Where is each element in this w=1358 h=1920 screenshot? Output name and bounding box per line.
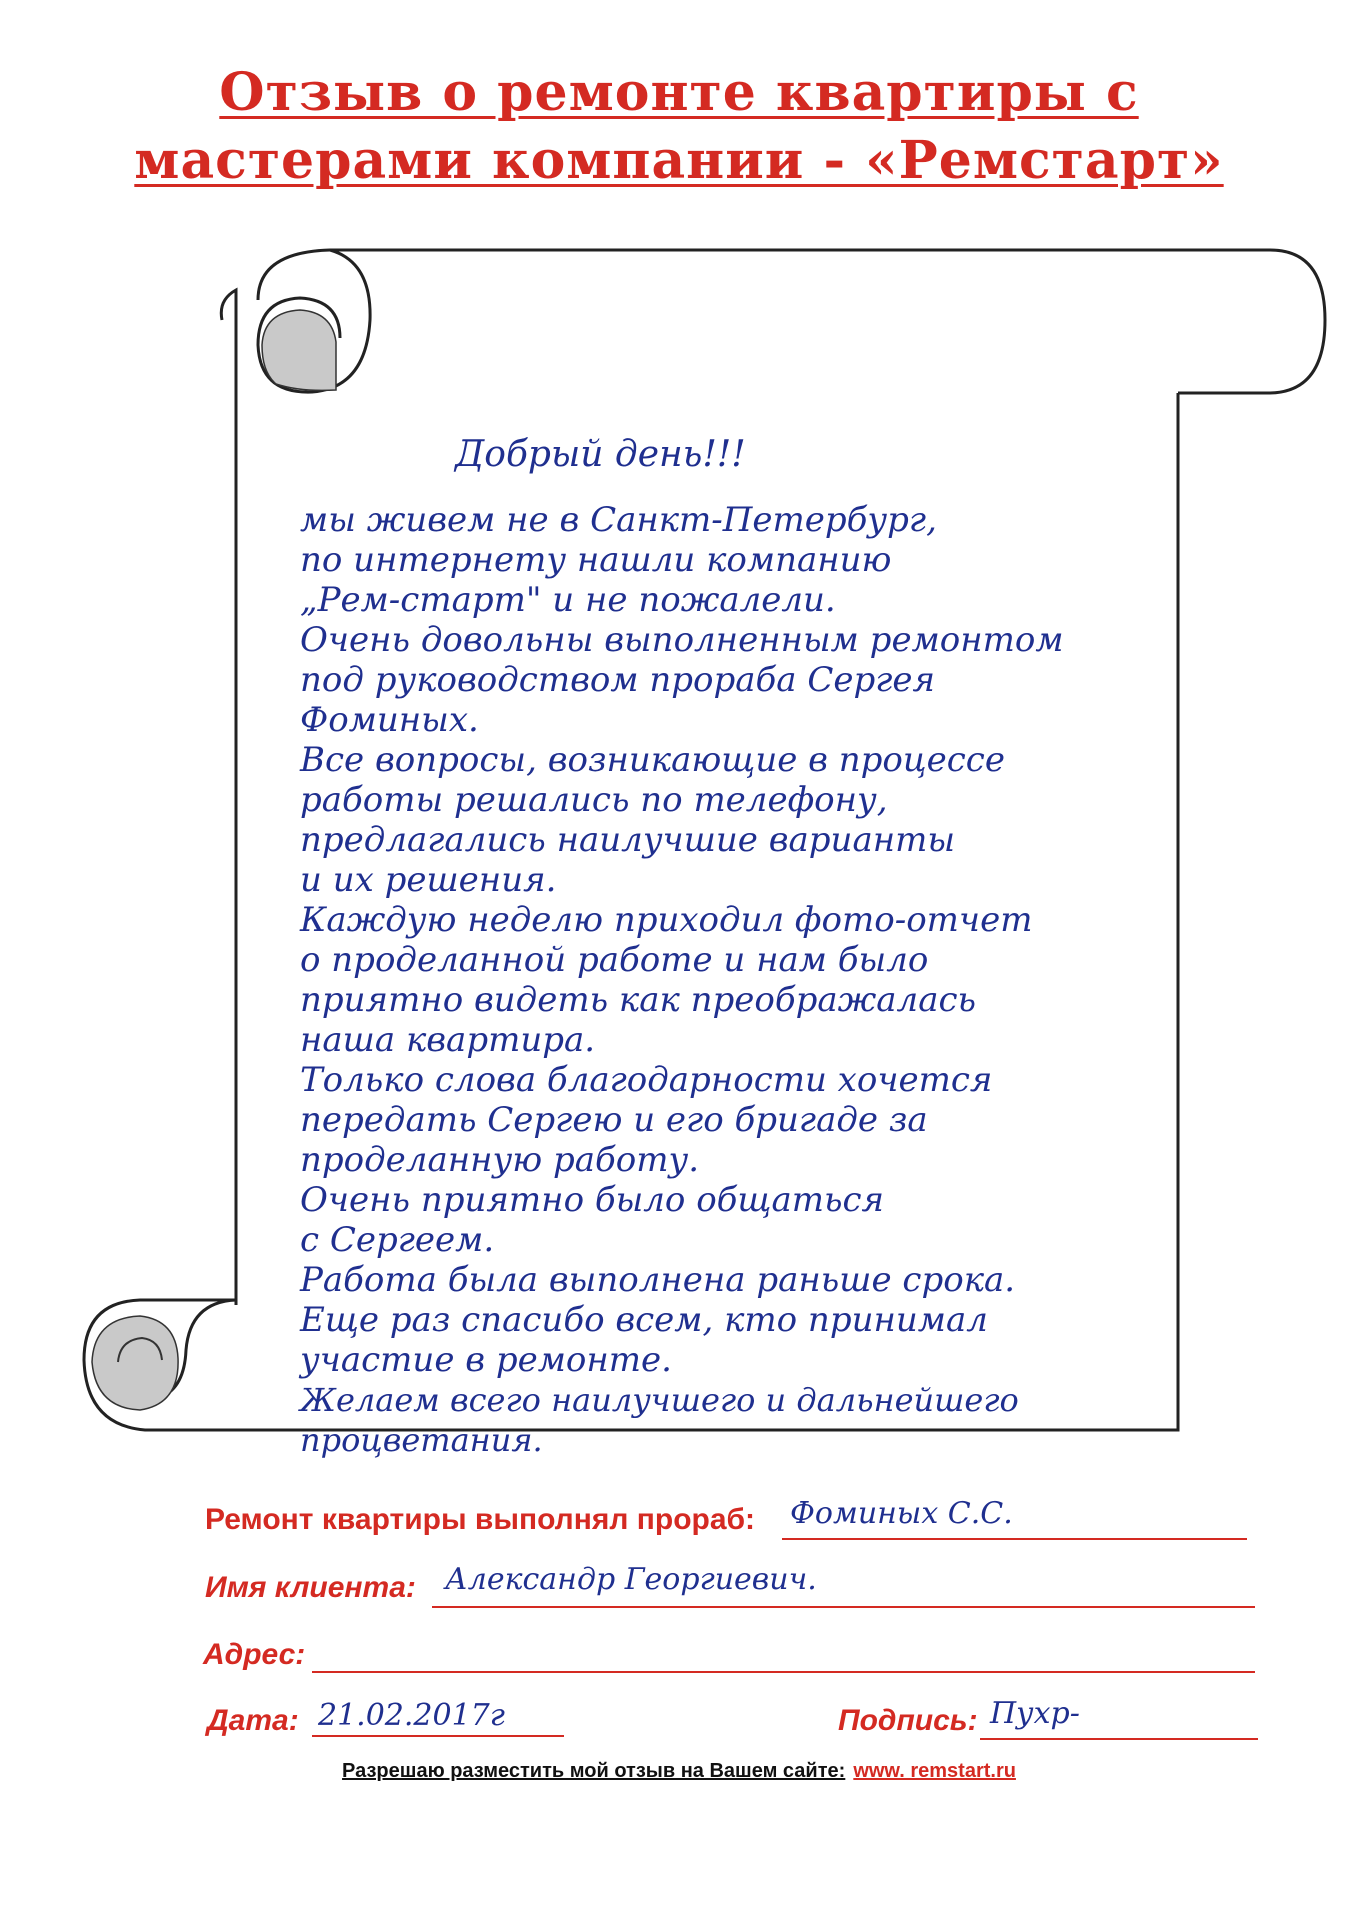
review-line: Фоминых. [300, 700, 479, 740]
scroll-top-roll [258, 250, 1325, 393]
signature-label: Подпись: [838, 1704, 978, 1737]
review-line: Каждую неделю приходил фото-отчет [300, 900, 1033, 940]
review-line: наша квартира. [300, 1020, 596, 1060]
review-line: Очень приятно было общаться [300, 1180, 885, 1220]
review-line: Еще раз спасибо всем, кто принимал [300, 1300, 988, 1340]
review-greeting: Добрый день!!! [455, 434, 746, 475]
review-line: передать Сергею и его бригаде за [300, 1100, 928, 1140]
date-underline [312, 1735, 564, 1737]
review-line: по интернету нашли компанию [300, 540, 892, 580]
review-line: Все вопросы, возникающие в процессе [300, 740, 1005, 780]
review-line: с Сергеем. [300, 1220, 495, 1260]
address-label: Адрес: [203, 1638, 306, 1671]
review-line: Желаем всего наилучшего и дальнейшего [300, 1381, 1019, 1419]
review-line: о проделанной работе и нам было [300, 940, 929, 980]
review-line: работы решались по телефону, [300, 780, 888, 820]
foreman-underline [782, 1538, 1247, 1540]
client-name-value: Александр Георгиевич. [445, 1562, 817, 1597]
review-line: проделанную работу. [300, 1140, 700, 1180]
review-line: процветания. [300, 1421, 543, 1459]
scroll-bottom-curl-shade [92, 1316, 178, 1410]
scroll-top-curl-shade [262, 310, 336, 390]
review-line: Очень довольны выполненным ремонтом [300, 620, 1064, 660]
consent-statement [0, 1760, 1358, 1783]
review-line: мы живем не в Санкт-Петербург, [300, 500, 937, 540]
document-title-line-1: Отзыв о ремонте квартиры с [219, 62, 1139, 123]
signature-value: Пухр- [990, 1696, 1080, 1731]
review-line: предлагались наилучшие варианты [300, 820, 956, 860]
review-line: „Рем-старт" и не пожалели. [300, 580, 836, 620]
signature-underline [980, 1738, 1258, 1740]
scroll-left-edge [221, 290, 236, 1305]
client-name-underline [432, 1606, 1255, 1608]
document-title-line-2: мастерами компании - «Ремстарт» [134, 130, 1224, 191]
date-value: 21.02.2017г [318, 1698, 505, 1733]
client-name-label: Имя клиента: [205, 1571, 416, 1604]
consent-text: Разрешаю разместить мой отзыв на Вашем сайте: [342, 1760, 846, 1782]
address-underline [312, 1671, 1255, 1673]
foreman-value: Фоминых С.С. [790, 1496, 1013, 1531]
review-line: и их решения. [300, 860, 557, 900]
review-line: приятно видеть как преображалась [300, 980, 977, 1020]
foreman-label: Ремонт квартиры выполнял прораб: [205, 1503, 756, 1536]
date-label: Дата: [207, 1704, 299, 1737]
review-line: Работа была выполнена раньше срока. [300, 1260, 1016, 1300]
website-link[interactable]: www. remstart.ru [853, 1760, 1016, 1782]
review-line: участие в ремонте. [300, 1340, 672, 1380]
review-line: под руководством прораба Сергея [300, 660, 936, 700]
review-line: Только слова благодарности хочется [300, 1060, 993, 1100]
